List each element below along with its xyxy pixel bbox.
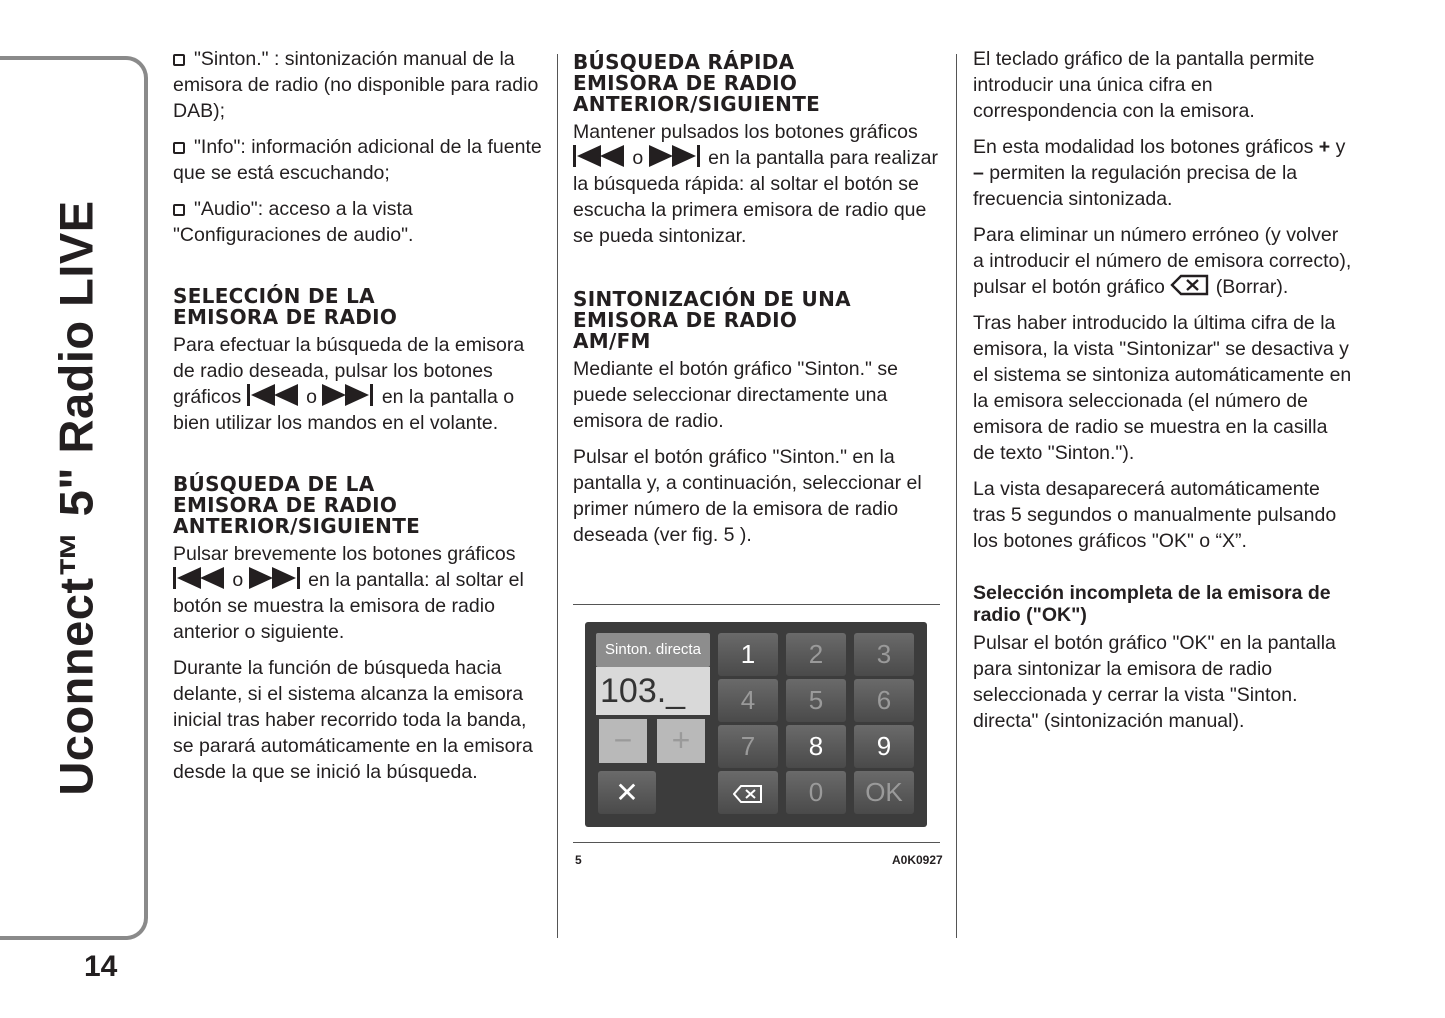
- column-1: [173, 46, 545, 795]
- paragraph: Para efectuar la búsqueda de la emisora de radio deseada, pulsar los botones gráficos o en la pantalla o bien utilizar los mandos en el volante.: [173, 334, 525, 434]
- backspace-icon: [1170, 274, 1210, 296]
- backspace-icon: [733, 784, 763, 804]
- paragraph: Tras haber introducido la última cifra de la emisora, la vista "Sintonizar" se desactiva y el sistema se sintoniza automáticamente en la emisora seleccionada (el número de emisora de radio se muestra en la casilla de texto "Sinton.").: [973, 312, 1352, 464]
- paragraph: Pulsar el botón gráfico "Sinton." en la pantalla y, a continuación, seleccionar el primer número de la emisora de radio deseada (ver fig. 5 ).: [573, 446, 922, 546]
- key-0[interactable]: 0: [786, 771, 846, 814]
- frequency-display: 103._: [596, 667, 710, 715]
- page-number: 14: [84, 950, 118, 983]
- section-heading: BÚSQUEDA DE LA EMISORA DE RADIO ANTERIOR/SIGUIENTE: [173, 472, 421, 538]
- screen-label: Sinton. directa: [596, 633, 710, 667]
- paragraph: Pulsar brevemente los botones gráficos o en la pantalla: al soltar el botón se muestra la emisora de radio anterior o siguiente.: [173, 543, 524, 643]
- key-4[interactable]: 4: [718, 679, 778, 722]
- column-3: [973, 46, 1353, 744]
- figure-top-rule: [573, 604, 940, 605]
- bullet-item: "Audio": acceso a la vista "Configuraciones de audio".: [173, 198, 414, 246]
- column-divider: [956, 54, 957, 938]
- figure-bottom-rule: [573, 842, 940, 843]
- backspace-key[interactable]: [718, 771, 778, 814]
- key-9[interactable]: 9: [854, 725, 914, 768]
- minus-button[interactable]: −: [599, 719, 647, 763]
- figure-number: 5: [575, 853, 582, 867]
- section-heading: SELECCIÓN DE LA EMISORA DE RADIO: [173, 284, 398, 329]
- checkbox-bullet-icon: [173, 204, 185, 216]
- paragraph: Mantener pulsados los botones gráficos o en la pantalla para realizar la búsqueda rápida: al soltar el botón se escucha la primera emisora de radio que se pueda sintonizar.: [573, 121, 938, 247]
- column-divider: [557, 54, 558, 938]
- close-button[interactable]: ✕: [598, 771, 656, 814]
- paragraph: En esta modalidad los botones gráficos + y – permiten la regulación precisa de la frecuencia sintonizada.: [973, 136, 1346, 210]
- skip-previous-icon: [247, 384, 301, 406]
- key-2[interactable]: 2: [786, 633, 846, 676]
- skip-next-icon: [249, 567, 303, 589]
- radio-tuning-screen: [585, 622, 927, 827]
- section-heading: SINTONIZACIÓN DE UNA EMISORA DE RADIO AM/FM: [573, 287, 851, 353]
- paragraph: Durante la función de búsqueda hacia delante, si el sistema alcanza la emisora inicial tras haber recorrido toda la banda, se parará automáticamente en la emisora desde la que se inició la búsqueda.: [173, 657, 533, 783]
- skip-next-icon: [649, 145, 703, 167]
- paragraph: Para eliminar un número erróneo (y volver a introducir el número de emisora correcto), pulsar el botón gráfico (Borrar).: [973, 224, 1352, 298]
- ok-button[interactable]: OK: [854, 771, 914, 814]
- skip-previous-icon: [173, 567, 227, 589]
- key-1[interactable]: 1: [718, 633, 778, 676]
- key-5[interactable]: 5: [786, 679, 846, 722]
- section-heading: BÚSQUEDA RÁPIDA EMISORA DE RADIO ANTERIOR/SIGUIENTE: [573, 50, 821, 116]
- key-3[interactable]: 3: [854, 633, 914, 676]
- chapter-title: Uconnect™ 5" Radio LIVE: [49, 200, 103, 796]
- checkbox-bullet-icon: [173, 54, 185, 66]
- paragraph: La vista desaparecerá automáticamente tras 5 segundos o manualmente pulsando los botones gráficos "OK" o “X”.: [973, 478, 1337, 552]
- sub-heading: Selección incompleta de la emisora de radio ("OK"): [973, 582, 1331, 626]
- skip-next-icon: [322, 384, 376, 406]
- paragraph: Mediante el botón gráfico "Sinton." se puede seleccionar directamente una emisora de radio.: [573, 358, 898, 432]
- paragraph: El teclado gráfico de la pantalla permite introducir una única cifra en correspondencia con la emisora.: [973, 48, 1315, 122]
- plus-button[interactable]: +: [657, 719, 705, 763]
- key-7[interactable]: 7: [718, 725, 778, 768]
- skip-previous-icon: [573, 145, 627, 167]
- bullet-item: "Sinton." : sintonización manual de la emisora de radio (no disponible para radio DAB);: [173, 48, 539, 122]
- bullet-item: "Info": información adicional de la fuente que se está escuchando;: [173, 136, 542, 184]
- paragraph: Pulsar el botón gráfico "OK" en la pantalla para sintonizar la emisora de radio seleccionada y cerrar la vista "Sinton. directa" (sintonización manual).: [973, 632, 1336, 732]
- key-6[interactable]: 6: [854, 679, 914, 722]
- key-8[interactable]: 8: [786, 725, 846, 768]
- figure-code: A0K0927: [892, 853, 943, 867]
- column-2: [573, 46, 945, 558]
- checkbox-bullet-icon: [173, 142, 185, 154]
